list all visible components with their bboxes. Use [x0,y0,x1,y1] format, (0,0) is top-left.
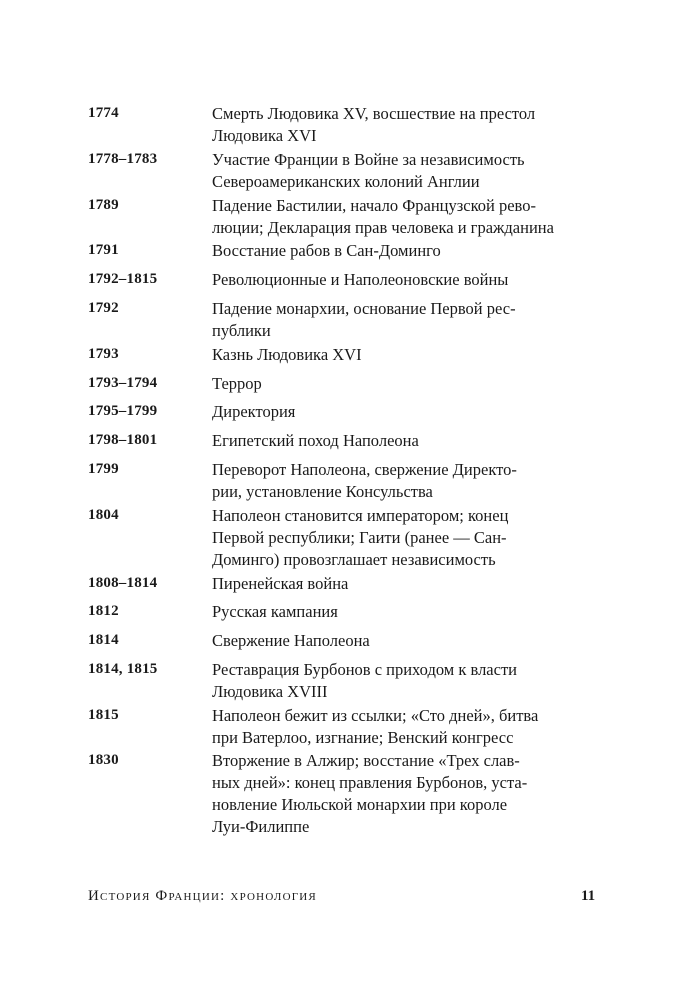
entry-event-line: Первой республики; Гаити (ранее — Сан- [212,528,507,547]
entry-event-line: Наполеон становится императором; конец [212,506,509,525]
entry-year: 1804 [88,507,119,523]
entry-event [212,401,612,423]
entry-year: 1814 [88,632,119,648]
entry-event-line: Директория [212,402,296,421]
entry-event-line: Русская кампания [212,602,338,621]
entry-event [212,103,612,147]
running-footer-title: История Франции: хронология [88,888,317,904]
page-number: 11 [581,888,596,904]
entry-event [212,149,612,193]
entry-year: 1812 [88,603,119,619]
entry-event [212,240,612,262]
entry-event-line: при Ватерлоо, изгнание; Венский конгресс [212,728,514,747]
entry-year: 1793 [88,346,119,362]
entry-year: 1789 [88,197,119,213]
entry-event-line: Луи-Филиппе [212,817,310,836]
entry-event-line: Людовика XVI [212,126,317,145]
entry-year: 1792 [88,300,119,316]
entry-event-line: Падение монархии, основание Первой рес- [212,299,516,318]
entry-year: 1774 [88,105,119,121]
entry-event [212,573,612,595]
entry-event [212,430,612,452]
entry-event-line: ных дней»: конец правления Бурбонов, уста- [212,773,528,792]
entry-event-line: Падение Бастилии, начало Французской рево- [212,196,536,215]
entry-event [212,659,612,703]
entry-event-line: Наполеон бежит из ссылки; «Сто дней», битва [212,706,539,725]
entry-event-line: Доминго) провозглашает независимость [212,550,496,569]
entry-event-line: Пиренейская война [212,574,349,593]
entry-event-line: Свержение Наполеона [212,631,370,650]
entry-year: 1793–1794 [88,375,158,391]
entry-event-line: Казнь Людовика XVI [212,345,362,364]
entry-year: 1808–1814 [88,575,158,591]
entry-event [212,630,612,652]
entry-year: 1795–1799 [88,403,158,419]
entry-event-line: новление Июльской монархии при короле [212,795,508,814]
entry-event-line: Переворот Наполеона, свержение Директо- [212,460,517,479]
entry-event-line: Террор [212,374,262,393]
entry-year: 1830 [88,752,119,768]
entry-event-line: Участие Франции в Войне за независимость [212,150,525,169]
entry-event-line: Восстание рабов в Сан-Доминго [212,241,441,260]
entry-event [212,195,612,239]
entry-event-line: Смерть Людовика XV, восшествие на престол [212,104,536,123]
entry-event [212,298,612,342]
entry-event [212,750,612,838]
entry-year: 1799 [88,461,119,477]
entry-year: 1778–1783 [88,151,158,167]
entry-event-line: Вторжение в Алжир; восстание «Трех слав- [212,751,520,770]
entry-event [212,459,612,503]
entry-year: 1815 [88,707,119,723]
entry-year: 1814, 1815 [88,661,158,677]
entry-event [212,269,612,291]
entry-event-line: Египетский поход Наполеона [212,431,419,450]
entry-event-line: Революционные и Наполеоновские войны [212,270,509,289]
entry-event [212,344,612,366]
entry-event [212,505,612,571]
entry-event-line: люции; Декларация прав человека и гражданина [212,218,554,237]
entry-event-line: Североамериканских колоний Англии [212,172,480,191]
entry-year: 1791 [88,242,119,258]
entry-event-line: Людовика XVIII [212,682,328,701]
entry-event [212,601,612,623]
entry-event-line: публики [212,321,271,340]
entry-year: 1798–1801 [88,432,158,448]
entry-event [212,373,612,395]
entry-event-line: Реставрация Бурбонов с приходом к власти [212,660,517,679]
entry-year: 1792–1815 [88,271,158,287]
entry-event [212,705,612,749]
entry-event-line: рии, установление Консульства [212,482,433,501]
